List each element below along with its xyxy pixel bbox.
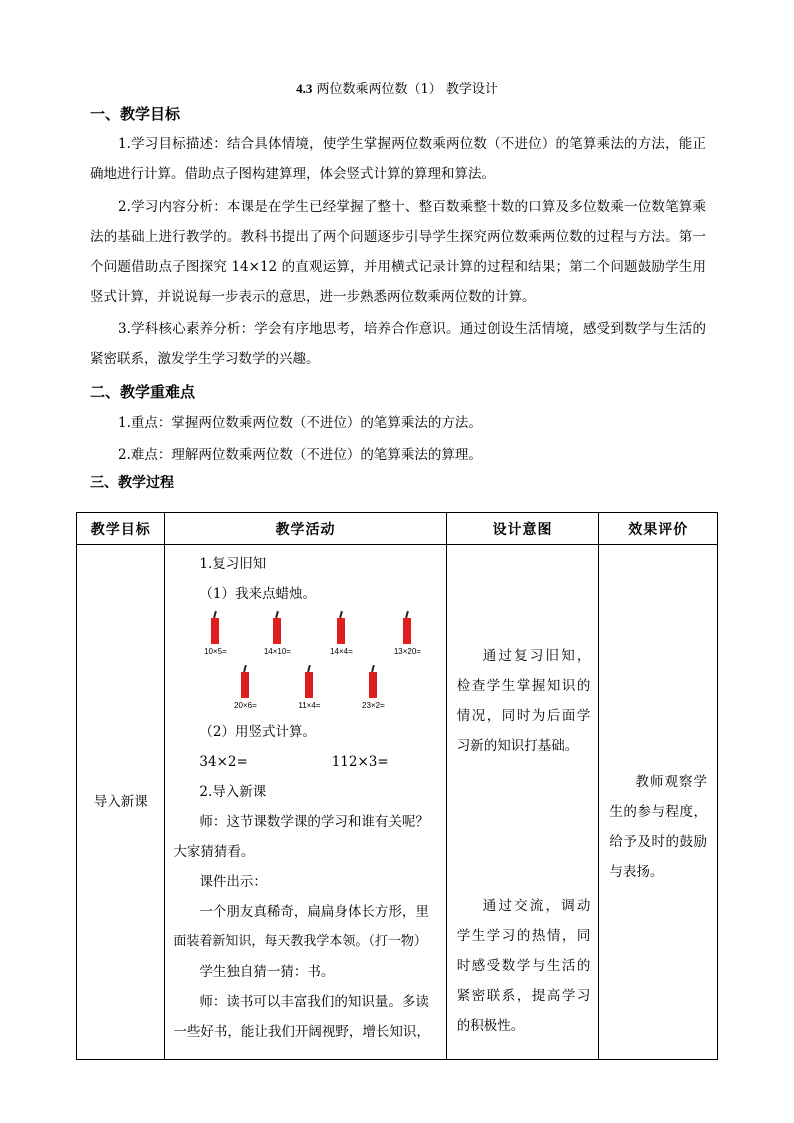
candle-label: 10×5= [204, 647, 227, 656]
header-intent: 设计意图 [446, 513, 599, 545]
title-text: 两位数乘两位数（1） 教学设计 [316, 82, 498, 97]
section-heading-goals: 一、教学目标 [90, 105, 181, 123]
candle-item [343, 665, 403, 712]
candle-icon [337, 618, 345, 644]
teaching-process-table [76, 512, 718, 1060]
activity-line: 学生独自猜一猜：书。 [199, 964, 335, 980]
activity-line: 课件出示： [199, 874, 267, 890]
goal-paragraph-2 [90, 192, 706, 312]
intent-text-review: 通过复习旧知，检查学生掌握知识的情况，同时为后面学习新的知识打基础。 [456, 648, 591, 754]
candle-item [377, 611, 437, 658]
activity-cell [165, 545, 446, 1060]
header-goal: 教学目标 [77, 513, 165, 545]
calc-expression: 112×3= [331, 754, 389, 770]
goal-paragraph-3-text: 3.学科核心素养分析：学会有序地思考，培养合作意识。通过创设生活情境，感受到数学与生活的紧密联系，激发学生学习数学的兴趣。 [90, 321, 706, 367]
key-point-paragraph [90, 408, 706, 438]
header-activity: 教学活动 [165, 513, 446, 545]
goal-paragraph-1-text: 1.学习目标描述：结合具体情境，使学生掌握两位数乘两位数（不进位）的笔算乘法的方法，能正确地进行计算。借助点子图构建算理，体会竖式计算的算理和算法。 [90, 136, 706, 182]
candle-label: 20×6= [234, 701, 257, 710]
candle-label: 13×20= [393, 647, 421, 656]
section-heading-process: 三、教学过程 [90, 475, 174, 491]
candle-item [279, 665, 339, 712]
candle-item [247, 611, 307, 658]
candle-label: 14×4= [330, 647, 353, 656]
activity-line: 一些好书，能让我们开阔视野，增长知识， [173, 1024, 430, 1040]
header-evaluation: 效果评价 [599, 513, 718, 545]
candle-label: 14×10= [263, 647, 291, 656]
goal-paragraph-2-text: 2.学习内容分析：本课是在学生已经掌握了整十、整百数乘整十数的口算及多位数乘一位数笔算乘法的基础上进行教学的。教科书提出了两个问题逐步引导学生探究两位数乘两位数的过程与方法。第一个问题借助点子图探究 14×12 的直观运算，并用横式记录计算的过程和结果；第二个问题鼓励学生用竖式计算，并说说每一步表示的意思，进一步熟悉两位数乘两位数的计算。 [90, 199, 706, 305]
candle-icon [211, 618, 219, 644]
calc-expression: 34×2= [199, 754, 248, 770]
candle-icon [369, 672, 377, 698]
difficulty-text: 2.难点：理解两位数乘两位数（不进位）的笔算乘法的算理。 [118, 447, 482, 463]
key-point-text: 1.重点：掌握两位数乘两位数（不进位）的笔算乘法的方法。 [118, 415, 482, 431]
candle-label: 11×4= [298, 701, 321, 710]
candle-icon [305, 672, 313, 698]
goal-cell [77, 545, 165, 1060]
activity-line: 师：这节课数学课的学习和谁有关呢？ [199, 814, 429, 830]
vertical-calc-row [173, 747, 439, 777]
activity-line: 面装着新知识，每天教我学本领。（打一物） [173, 934, 427, 949]
section-heading-key-points: 二、教学重难点 [90, 383, 196, 401]
table-header-row [77, 513, 718, 545]
activity-line: 1.复习旧知 [199, 556, 267, 572]
activity-line: 一个朋友真稀奇，扁扁身体长方形，里 [199, 904, 429, 920]
activity-line: （2）用竖式计算。 [199, 724, 316, 740]
activity-line: 2.导入新课 [199, 784, 267, 800]
goal-cell-text: 导入新课 [93, 794, 148, 810]
table-row [77, 545, 718, 1060]
goal-paragraph-1 [90, 129, 706, 189]
candle-icon [241, 672, 249, 698]
evaluation-cell [599, 545, 718, 1060]
title-number: 4.3 [296, 81, 313, 96]
candle-item [311, 611, 371, 658]
candle-item [215, 665, 275, 712]
activity-line: 师：读书可以丰富我们的知识量。多读 [199, 994, 429, 1010]
candle-exercise [173, 609, 439, 717]
evaluation-text: 教师观察学生的参与程度，给予及时的鼓励与表扬。 [609, 774, 707, 880]
activity-line: 大家猜猜看。 [173, 844, 255, 860]
activity-line: （1）我来点蜡烛。 [199, 586, 316, 602]
candle-icon [403, 618, 411, 644]
candle-icon [273, 618, 281, 644]
intent-text-intro: 通过交流，调动学生学习的热情，同时感受数学与生活的紧密联系，提高学习的积极性。 [456, 898, 591, 1034]
candle-item [185, 611, 245, 658]
candle-label: 23×2= [362, 701, 385, 710]
goal-paragraph-3 [90, 314, 706, 374]
document-title [0, 78, 794, 97]
intent-cell [446, 545, 599, 1060]
difficulty-paragraph [90, 440, 706, 470]
